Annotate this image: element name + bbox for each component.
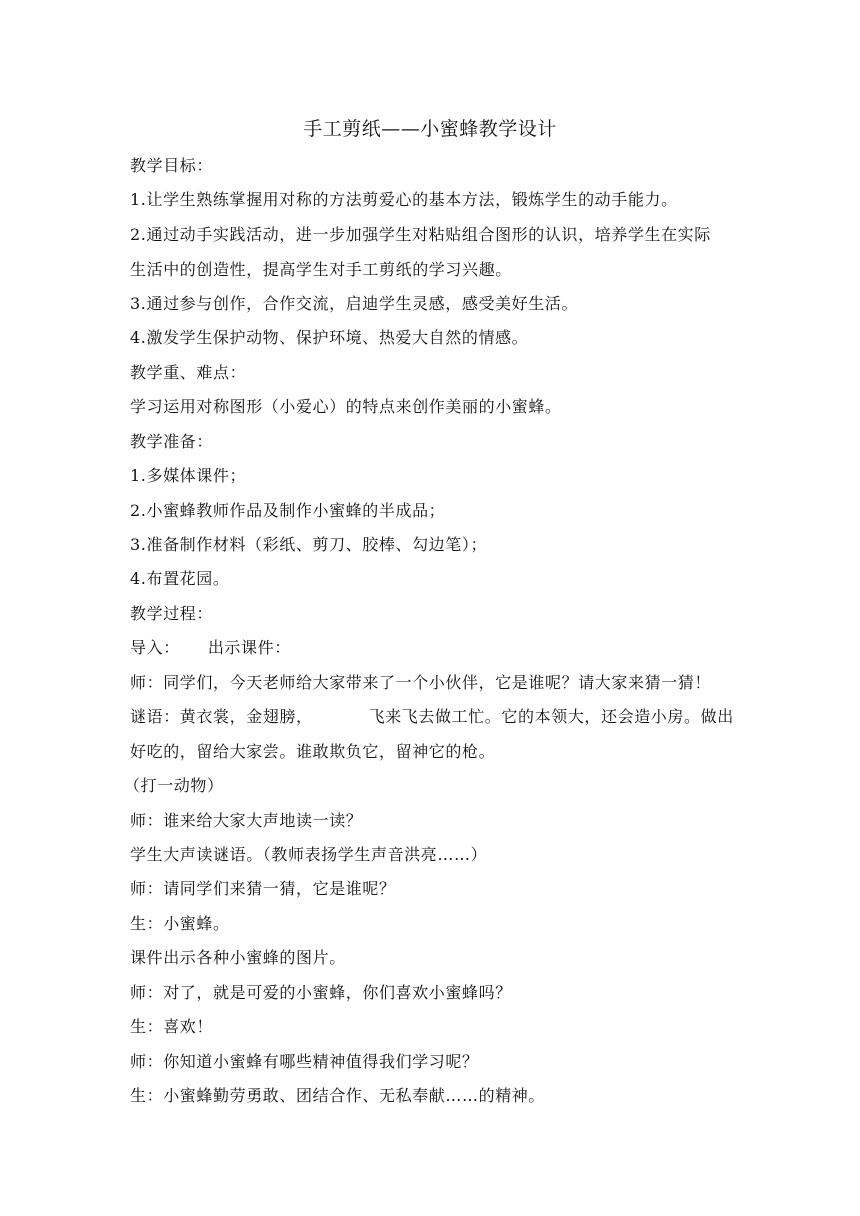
student-line-1: 生：小蜜蜂。	[130, 914, 230, 933]
preparation-4: 4.布置花园。	[130, 569, 230, 588]
heading-process: 教学过程：	[130, 604, 214, 623]
heading-preparation: 教学准备：	[130, 432, 214, 451]
teacher-line-2: 师：谁来给大家大声地读一读？	[130, 811, 363, 830]
student-read-line: 学生大声读谜语。（教师表扬学生声音洪亮……）	[130, 845, 488, 864]
intro-line	[130, 637, 740, 659]
objective-1: 1.让学生熟练掌握用对称的方法剪爱心的基本方法，锻炼学生的动手能力。	[130, 190, 678, 209]
preparation-3: 3.准备制作材料（彩纸、剪刀、胶棒、勾边笔）；	[130, 535, 488, 554]
intro-label: 导入：	[130, 638, 180, 657]
objective-2-line-2: 生活中的创造性，提高学生对手工剪纸的学习兴趣。	[130, 260, 512, 279]
heading-key-points: 教学重、难点：	[130, 363, 247, 382]
teacher-line-5: 师：你知道小蜜蜂有哪些精神值得我们学习呢？	[130, 1052, 479, 1071]
intro-courseware: 出示课件：	[207, 638, 291, 657]
heading-objectives: 教学目标：	[130, 156, 214, 175]
objective-2-line-1: 2.通过动手实践活动，进一步加强学生对粘贴组合图形的认识，培养学生在实际	[130, 225, 711, 244]
riddle-part-b: 飞来飞去做工忙。它的本领大，还会造小房。做出	[368, 707, 734, 726]
objective-3: 3.通过参与创作，合作交流，启迪学生灵感，感受美好生活。	[130, 294, 579, 313]
riddle-part-a: 谜语：黄衣裳，金翅膀，	[130, 707, 313, 726]
document-title: 手工剪纸——小蜜蜂教学设计	[303, 118, 557, 140]
objective-4: 4.激发学生保护动物、保护环境、热爱大自然的情感。	[130, 328, 529, 347]
riddle-line-2: 好吃的，留给大家尝。谁敢欺负它，留神它的枪。	[130, 742, 496, 761]
teacher-line-1: 师：同学们，今天老师给大家带来了一个小伙伴，它是谁呢？请大家来猜一猜！	[130, 673, 712, 692]
key-point-text: 学习运用对称图形（小爱心）的特点来创作美丽的小蜜蜂。	[130, 397, 562, 416]
student-line-3: 生：小蜜蜂勤劳勇敢、团结合作、无私奉献……的精神。	[130, 1086, 546, 1105]
riddle-line-1	[130, 706, 740, 728]
teacher-line-4: 师：对了，就是可爱的小蜜蜂，你们喜欢小蜜蜂吗？	[130, 983, 512, 1002]
riddle-hint: （打一动物）	[124, 776, 224, 795]
preparation-2: 2.小蜜蜂教师作品及制作小蜜蜂的半成品；	[130, 501, 446, 520]
student-line-2: 生：喜欢！	[130, 1017, 214, 1036]
teacher-line-3: 师：请同学们来猜一猜，它是谁呢？	[130, 879, 396, 898]
courseware-pictures-line: 课件出示各种小蜜蜂的图片。	[130, 948, 346, 967]
preparation-1: 1.多媒体课件；	[130, 466, 247, 485]
